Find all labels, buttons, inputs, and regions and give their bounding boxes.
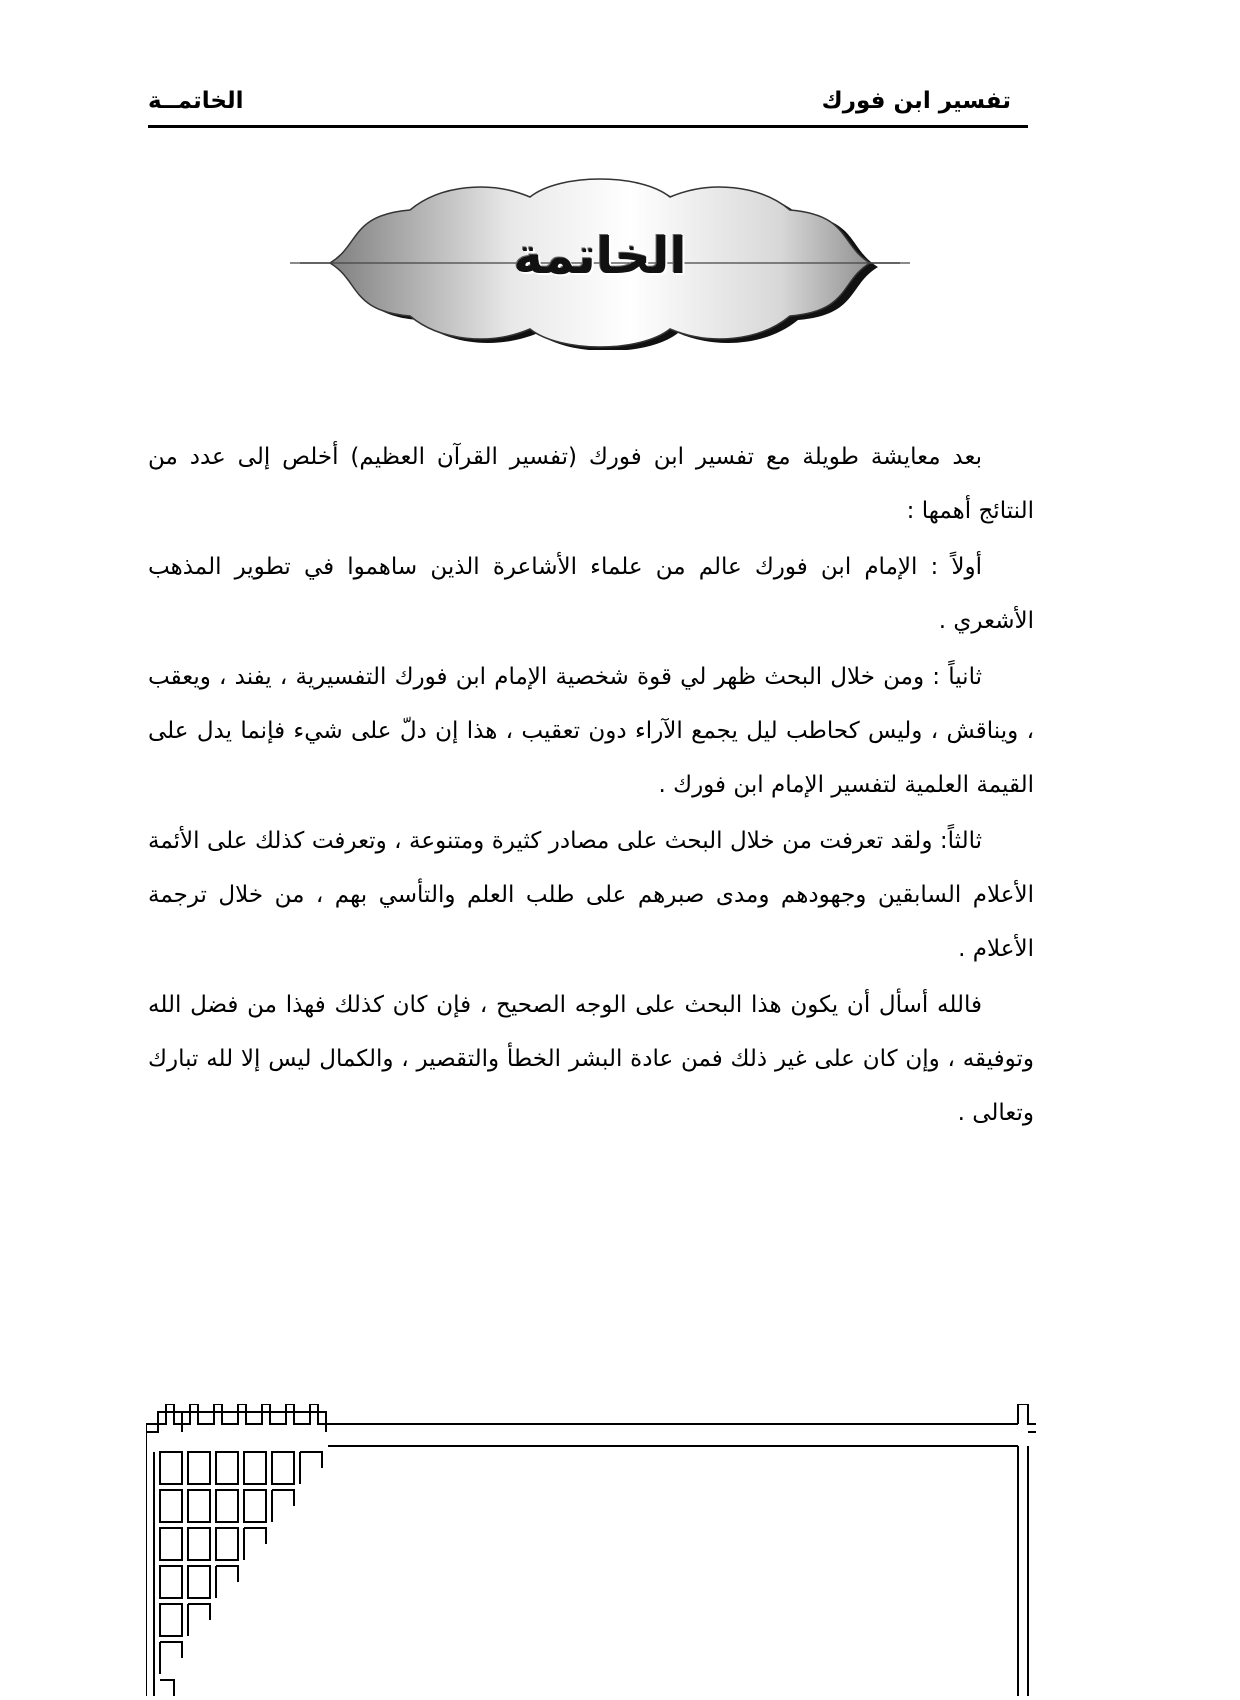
greek-key-border — [146, 1404, 1036, 1696]
paragraph-third: ثالثاً: ولقد تعرفت من خلال البحث على مصادر كثيرة ومتنوعة ، وتعرفت كذلك على الأئمة الأعلام السابقين وجهودهم ومدى صبرهم على طلب العلم والتأسي بهم ، من خلال ترجمة الأعلام . — [148, 828, 1034, 962]
header-chapter-title: الخاتمــة — [148, 88, 244, 114]
corner-ornament — [146, 1404, 1036, 1696]
title-cartouche — [290, 175, 910, 350]
body-text — [148, 430, 1034, 1142]
page-title: الخاتمة — [513, 227, 687, 285]
paragraph-second: ثانياً : ومن خلال البحث ظهر لي قوة شخصية الإمام ابن فورك التفسيرية ، يفند ، ويعقب ، ويناقش ، وليس كحاطب ليل يجمع الآراء دون تعقيب ، هذا إن دلّ على شيء فإنما يدل على القيمة العلمية لتفسير الإمام ابن فورك . — [148, 664, 1034, 798]
paragraph-intro: بعد معايشة طويلة مع تفسير ابن فورك (تفسير القرآن العظيم) أخلص إلى عدد من النتائج أهمها : — [148, 444, 1034, 524]
running-header — [148, 80, 1028, 128]
paragraph-first: أولاً : الإمام ابن فورك عالم من علماء الأشاعرة الذين ساهموا في تطوير المذهب الأشعري . — [148, 554, 1034, 634]
header-rule — [148, 125, 1028, 128]
paragraph-closing: فالله أسأل أن يكون هذا البحث على الوجه الصحيح ، فإن كان كذلك فهذا من فضل الله وتوفيقه ، وإن كان على غير ذلك فمن عادة البشر الخطأ والتقصير ، والكمال ليس إلا لله تبارك وتعالى . — [148, 992, 1034, 1126]
header-book-title: تفسير ابن فورك — [821, 88, 1011, 114]
